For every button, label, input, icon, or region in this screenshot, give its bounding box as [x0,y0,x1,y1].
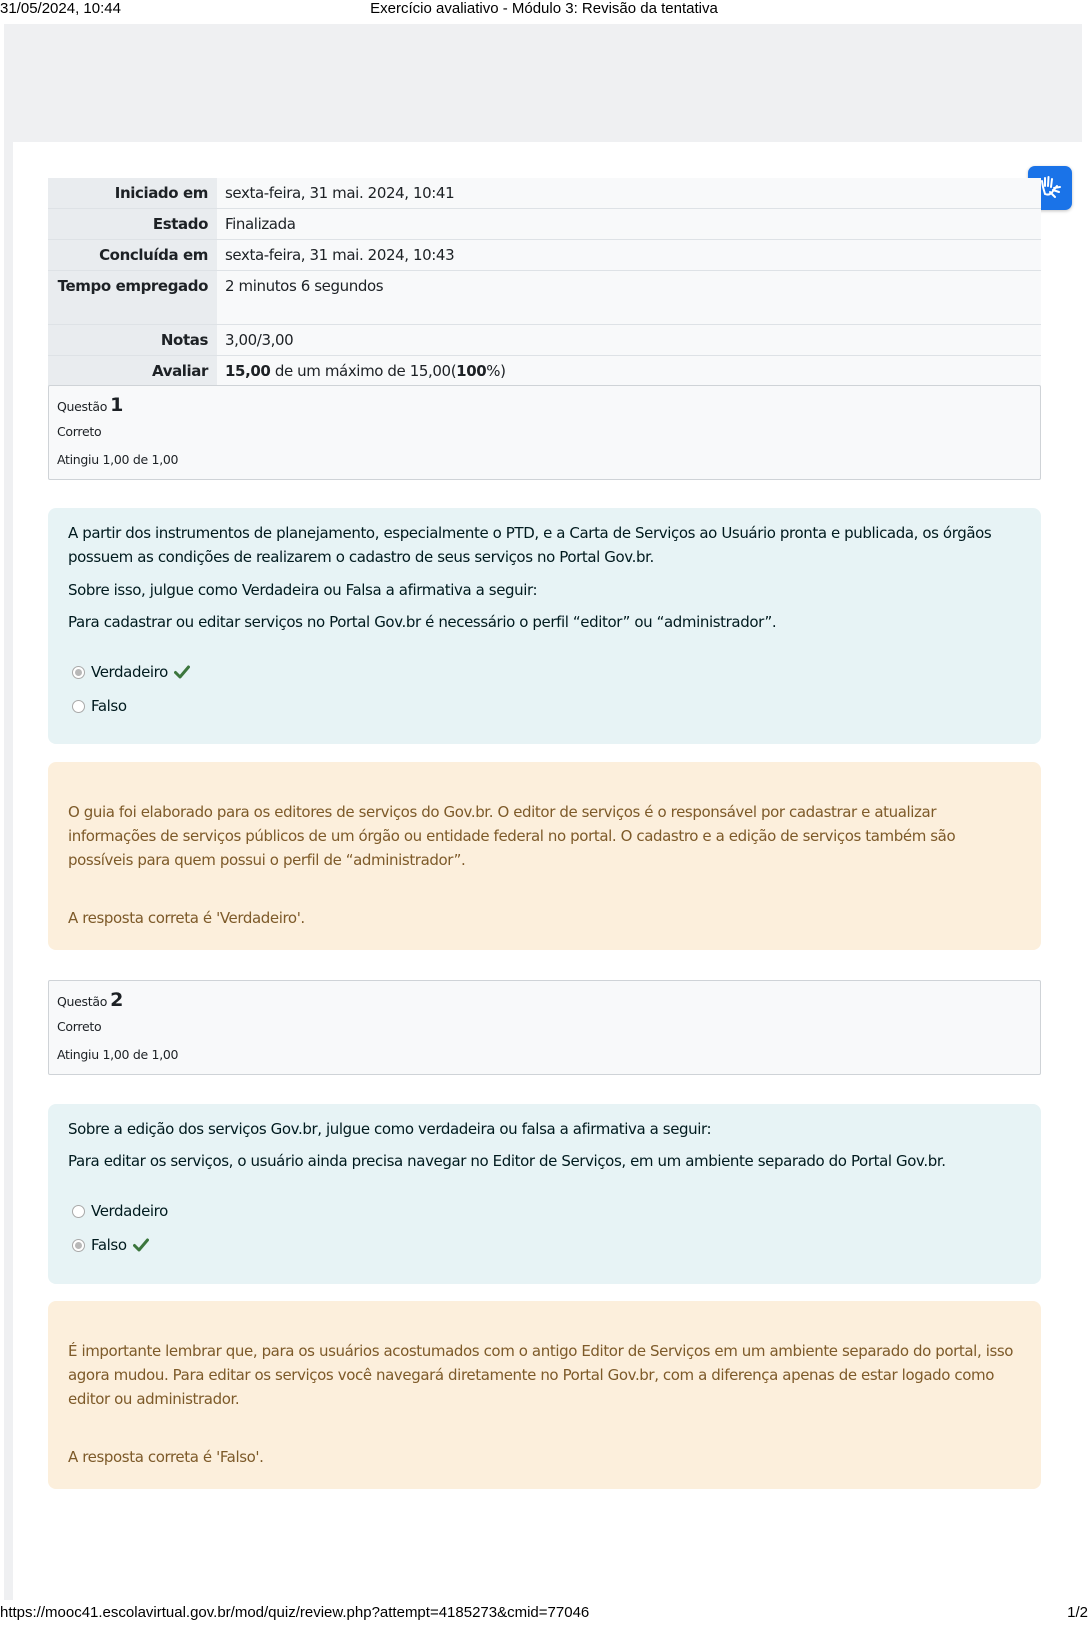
summary-row-grade [48,356,1041,387]
question-formulation-1 [48,508,1041,744]
summary-value: sexta-feira, 31 mai. 2024, 10:43 [217,240,1041,271]
summary-label: Concluída em [48,240,217,271]
question-grade: Atingiu 1,00 de 1,00 [57,1047,179,1062]
question-text-paragraph: Para editar os serviços, o usuário ainda precisa navegar no Editor de Serviços, em um ambiente separado do Portal Gov.br. [68,1152,946,1170]
answer-option-falso[interactable] [72,1236,149,1254]
question-feedback-1 [48,762,1041,950]
summary-value: Finalizada [217,209,1041,240]
question-text-paragraph: A partir dos instrumentos de planejamento, especialmente o PTD, e a Carta de Serviços ao Usuário pronta e publicada, os órgãos possuem as condições de realizarem o cadastro de seus serviços no Portal Gov.br. [68,524,992,566]
question-text-paragraph: Sobre a edição dos serviços Gov.br, julgue como verdadeira ou falsa a afirmativa a seguir: [68,1120,712,1138]
right-answer: A resposta correta é 'Verdadeiro'. [68,909,305,927]
summary-label: Notas [48,325,217,356]
answer-label: Falso [91,1236,127,1254]
attempt-summary-table [48,178,1041,386]
summary-row-completed [48,240,1041,271]
question-label: Questão [57,994,108,1009]
question-state: Correto [57,424,102,439]
summary-row-marks [48,325,1041,356]
question-text-paragraph: Sobre isso, julgue como Verdadeira ou Falsa a afirmativa a seguir: [68,581,538,599]
check-icon [174,665,190,679]
answer-option-falso[interactable] [72,697,127,715]
radio-button-selected[interactable] [72,666,85,679]
question-state: Correto [57,1019,102,1034]
answer-label: Verdadeiro [91,663,168,681]
print-page-count: 1/2 [1067,1604,1088,1621]
summary-grade-value [217,356,1041,387]
answer-option-verdadeiro[interactable] [72,663,190,681]
general-feedback: O guia foi elaborado para os editores de serviços do Gov.br. O editor de serviços é o responsável por cadastrar e atualizar informações de serviços públicos de um órgão ou entidade federal no portal. O cadastro e a edição de serviços também são possíveis para quem possui o perfil de “administrador”. [68,803,956,869]
print-datetime: 31/05/2024, 10:44 [0,0,121,17]
check-icon [133,1238,149,1252]
summary-row-state [48,209,1041,240]
right-answer: A resposta correta é 'Falso'. [68,1448,264,1466]
question-feedback-2 [48,1301,1041,1489]
summary-label: Iniciado em [48,178,217,209]
answer-option-verdadeiro[interactable] [72,1202,168,1220]
grade-percent: 100 [456,362,487,380]
summary-label: Tempo empregado [48,271,217,325]
question-number-value: 2 [110,989,123,1011]
radio-button-selected[interactable] [72,1239,85,1252]
question-label: Questão [57,399,108,414]
summary-value: sexta-feira, 31 mai. 2024, 10:41 [217,178,1041,209]
summary-label: Estado [48,209,217,240]
print-header [0,0,1088,18]
question-info-2 [48,980,1041,1075]
summary-row-time-taken [48,271,1041,325]
summary-value: 3,00/3,00 [217,325,1041,356]
question-formulation-2 [48,1104,1041,1284]
grade-suffix: %) [486,362,506,380]
radio-button[interactable] [72,700,85,713]
grade-text: de um máximo de 15,00( [270,362,457,380]
answer-label: Falso [91,697,127,715]
summary-label: Avaliar [48,356,217,387]
grade-score: 15,00 [225,362,271,380]
general-feedback: É importante lembrar que, para os usuários acostumados com o antigo Editor de Serviços em um ambiente separado do portal, isso agora mudou. Para editar os serviços você navegará diretamente no Portal Gov.br, com a diferença apenas de estar logado como editor ou administrador. [68,1342,1014,1408]
radio-button[interactable] [72,1205,85,1218]
question-grade: Atingiu 1,00 de 1,00 [57,452,179,467]
print-footer [0,1604,1088,1624]
question-info-1 [48,385,1041,480]
question-number-value: 1 [110,394,123,416]
answer-label: Verdadeiro [91,1202,168,1220]
question-number [57,989,123,1011]
question-text-paragraph: Para cadastrar ou editar serviços no Portal Gov.br é necessário o perfil “editor” ou “administrador”. [68,613,777,631]
summary-row-started [48,178,1041,209]
question-number [57,394,123,416]
summary-value: 2 minutos 6 segundos [217,271,1041,325]
print-page-title: Exercício avaliativo - Módulo 3: Revisão da tentativa [370,0,718,17]
print-url: https://mooc41.escolavirtual.gov.br/mod/quiz/review.php?attempt=4185273&cmid=77046 [0,1604,590,1621]
